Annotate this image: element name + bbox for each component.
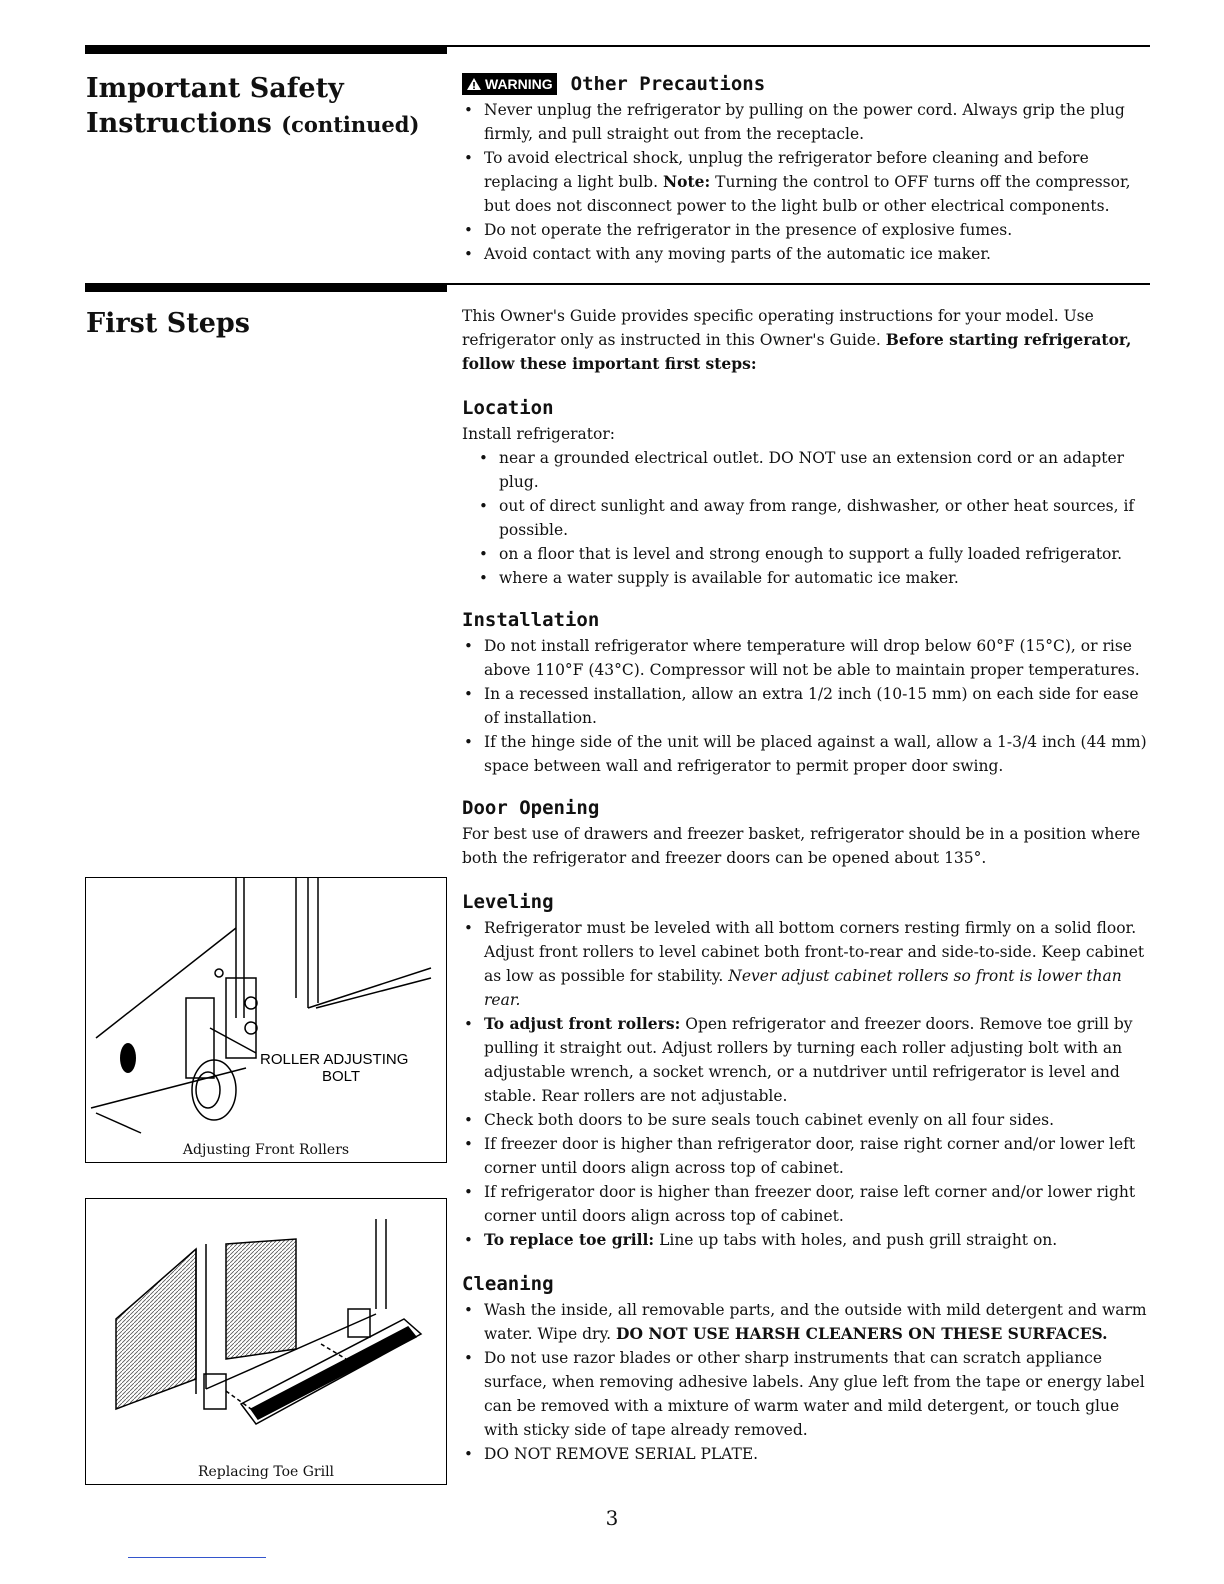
- precautions-list: [462, 98, 1152, 266]
- list-item: • Do not operate the refrigerator in the presence of explosive fumes.: [462, 218, 1152, 242]
- leveling-warning-italic: Never adjust cabinet rollers so front is lower than rear.: [484, 967, 1122, 1009]
- list-item: • Check both doors to be sure seals touch cabinet evenly on all four sides.: [462, 1108, 1152, 1132]
- list-item: • Wash the inside, all removable parts, and the outside with mild detergent and warm water. Wipe dry. DO NOT USE HARSH CLEANERS ON THESE SURFACES.: [462, 1298, 1152, 1346]
- figure-adjusting-front-rollers: [85, 877, 447, 1163]
- list-item: • DO NOT REMOVE SERIAL PLATE.: [462, 1442, 1152, 1466]
- note-label: Note:: [662, 172, 711, 191]
- footer-link-line: [128, 1557, 266, 1558]
- section-rule-thin: [447, 45, 1150, 47]
- location-lead: Install refrigerator:: [462, 425, 615, 443]
- safety-title-line2: Instructions: [86, 108, 272, 139]
- safety-title-continued: (continued): [281, 112, 420, 137]
- figure-caption: Replacing Toe Grill: [197, 1464, 335, 1480]
- list-item: • In a recessed installation, allow an extra 1/2 inch (10-15 mm) on each side for ease of installation.: [462, 682, 1152, 730]
- installation-heading: Installation: [462, 609, 600, 631]
- roller-label-line1: ROLLER ADJUSTING: [260, 1051, 409, 1068]
- location-heading: Location: [462, 397, 554, 419]
- roller-illustration: [86, 878, 446, 1138]
- roller-label-line2: BOLT: [322, 1068, 361, 1085]
- door-opening-heading: Door Opening: [462, 797, 600, 819]
- location-list: [462, 446, 1152, 590]
- list-item: • If freezer door is higher than refrigerator door, raise right corner and/or lower left corner until doors align across top of cabinet.: [462, 1132, 1152, 1180]
- note-text: Turning the control to OFF turns off the compressor, but does not disconnect power to the light bulb or other electrical components.: [484, 173, 1131, 215]
- list-item: • To replace toe grill: Line up tabs with holes, and push grill straight on.: [462, 1228, 1152, 1252]
- leveling-list: [462, 916, 1152, 1252]
- door-opening-text: For best use of drawers and freezer basket, refrigerator should be in a position where both the refrigerator and freezer doors can be opened about 135°.: [462, 825, 1141, 867]
- installation-list: [462, 634, 1152, 778]
- section-rule-thin: [447, 283, 1150, 285]
- warning-badge: [462, 73, 557, 95]
- other-precautions-block: [462, 72, 1152, 266]
- list-item: • on a floor that is level and strong enough to support a fully loaded refrigerator.: [462, 542, 1152, 566]
- leveling-heading: Leveling: [462, 891, 554, 913]
- cleaning-list: [462, 1298, 1152, 1466]
- section-title-safety: [86, 71, 419, 142]
- safety-title-line1: Important Safety: [86, 73, 344, 104]
- figure-replacing-toe-grill: [85, 1198, 447, 1485]
- list-item: • Do not use razor blades or other sharp instruments that can scratch appliance surface, when removing adhesive labels. Any glue left from the tape or energy label can be removed with a mixture of warm water and mild detergent, or touch glue with sticky side of tape already removed.: [462, 1346, 1152, 1442]
- warning-badge-text: WARNING: [485, 76, 553, 92]
- warning-header: [462, 72, 1152, 96]
- list-item: • Do not install refrigerator where temperature will drop below 60°F (15°C), or rise above 110°F (43°C). Compressor will not be able to maintain proper temperatures.: [462, 634, 1152, 682]
- list-item: • out of direct sunlight and away from range, dishwasher, or other heat sources, if possible.: [462, 494, 1152, 542]
- list-item: • Never unplug the refrigerator by pulling on the power cord. Always grip the plug firmly, and pull straight out from the receptacle.: [462, 98, 1152, 146]
- list-item: • near a grounded electrical outlet. DO NOT use an extension cord or an adapter plug.: [462, 446, 1152, 494]
- list-item: • If refrigerator door is higher than freezer door, raise left corner and/or lower right corner until doors align across top of cabinet.: [462, 1180, 1152, 1228]
- list-item: • Avoid contact with any moving parts of the automatic ice maker.: [462, 242, 1152, 266]
- section-rule-thick: [85, 45, 447, 54]
- list-item: • To adjust front rollers: Open refrigerator and freezer doors. Remove toe grill by pulling it straight out. Adjust rollers by turning each roller adjusting bolt with an adjustable wrench, a socket wrench, or a nutdriver until refrigerator is level and stable. Rear rollers are not adjustable.: [462, 1012, 1152, 1108]
- page-number: 3: [605, 1506, 619, 1530]
- list-item: • If the hinge side of the unit will be placed against a wall, allow a 1-3/4 inch (44 mm) space between wall and refrigerator to permit proper door swing.: [462, 730, 1152, 778]
- figure-caption: Adjusting Front Rollers: [182, 1142, 350, 1158]
- first-steps-block: [462, 304, 1152, 1466]
- section-title-first-steps: First Steps: [86, 308, 250, 339]
- warning-triangle-icon: [466, 77, 482, 91]
- intro-paragraph: This Owner's Guide provides specific operating instructions for your model. Use refrigerator only as instructed in this Owner's Guide. Before starting refrigerator, follow these important first steps:: [462, 307, 1132, 373]
- list-item: • Refrigerator must be leveled with all bottom corners resting firmly on a solid floor. Adjust front rollers to level cabinet both front-to-rear and side-to-side. Keep cabinet as low as possible for stability. Never adjust cabinet rollers so front is lower than rear.: [462, 916, 1152, 1012]
- section-rule-thick: [85, 283, 447, 292]
- cleaning-heading: Cleaning: [462, 1273, 554, 1295]
- list-item: • To avoid electrical shock, unplug the refrigerator before cleaning and before replacing a light bulb. Note: Turning the control to OFF turns off the compressor, but does not disconnect power to the light bulb or other electrical components.: [462, 146, 1152, 218]
- other-precautions-heading: Other Precautions: [570, 73, 766, 95]
- intro-bold: Before starting refrigerator, follow these important first steps:: [462, 330, 1132, 373]
- list-item: • where a water supply is available for automatic ice maker.: [462, 566, 1152, 590]
- roller-hole-dot: [120, 1043, 136, 1073]
- toe-grill-illustration: [86, 1199, 446, 1461]
